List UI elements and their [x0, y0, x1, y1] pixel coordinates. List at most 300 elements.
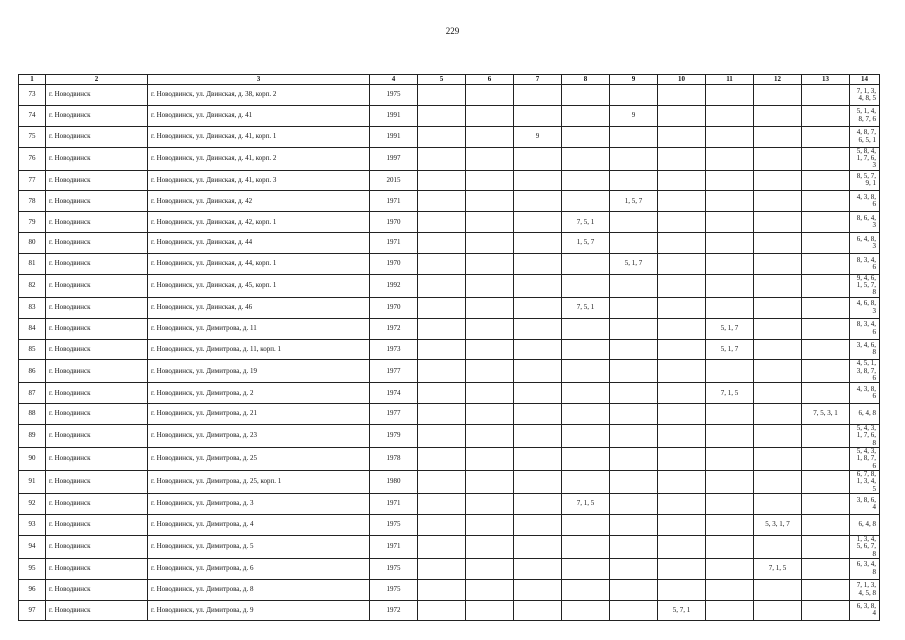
table-cell-col-9 — [610, 85, 658, 106]
table-cell-col-4: 1971 — [370, 494, 418, 515]
table-cell-col-6 — [466, 85, 514, 106]
column-header-12: 12 — [754, 75, 802, 85]
table-cell-col-2: г. Новодвинск — [46, 191, 148, 212]
table-cell-col-11 — [706, 126, 754, 147]
table-cell-col-8 — [562, 404, 610, 425]
table-cell-col-12 — [754, 191, 802, 212]
table-cell-col-4: 1973 — [370, 339, 418, 360]
table-cell-col-7 — [514, 579, 562, 600]
table-cell-col-12 — [754, 471, 802, 494]
table-cell-col-1: 74 — [19, 105, 46, 126]
table-cell-col-10 — [658, 85, 706, 106]
table-cell-col-12 — [754, 600, 802, 621]
table-cell-col-12 — [754, 318, 802, 339]
table-cell-col-6 — [466, 471, 514, 494]
table-cell-col-10 — [658, 233, 706, 254]
table-cell-col-5 — [418, 105, 466, 126]
table-cell-col-1: 96 — [19, 579, 46, 600]
table-row — [19, 105, 880, 126]
table-cell-col-2: г. Новодвинск — [46, 253, 148, 274]
table-cell-col-6 — [466, 212, 514, 233]
table-cell-col-5 — [418, 600, 466, 621]
table-cell-col-10 — [658, 383, 706, 404]
table-cell-col-11 — [706, 535, 754, 558]
table-row — [19, 339, 880, 360]
table-cell-col-9 — [610, 383, 658, 404]
table-cell-col-4: 1972 — [370, 600, 418, 621]
table-cell-col-12 — [754, 448, 802, 471]
table-cell-col-3: г. Новодвинск, ул. Димитрова, д. 25 — [148, 448, 370, 471]
table-cell-col-9: 1, 5, 7 — [610, 191, 658, 212]
table-cell-col-7 — [514, 105, 562, 126]
table-cell-col-5 — [418, 297, 466, 318]
table-cell-col-8: 7, 5, 1 — [562, 297, 610, 318]
table-cell-col-4: 1975 — [370, 558, 418, 579]
table-cell-col-10 — [658, 448, 706, 471]
table-cell-col-7 — [514, 85, 562, 106]
table-row — [19, 515, 880, 536]
table-cell-col-4: 1975 — [370, 515, 418, 536]
table-cell-col-8: 1, 5, 7 — [562, 233, 610, 254]
table-cell-col-14: 8, 6, 4, 3 — [850, 212, 880, 233]
table-row — [19, 212, 880, 233]
table-cell-col-2: г. Новодвинск — [46, 558, 148, 579]
table-cell-col-8 — [562, 535, 610, 558]
column-header-8: 8 — [562, 75, 610, 85]
table-row — [19, 535, 880, 558]
table-cell-col-14: 8, 5, 7, 9, 1 — [850, 170, 880, 191]
column-header-7: 7 — [514, 75, 562, 85]
table-cell-col-6 — [466, 600, 514, 621]
table-cell-col-13 — [802, 383, 850, 404]
table-cell-col-1: 79 — [19, 212, 46, 233]
table-cell-col-2: г. Новодвинск — [46, 404, 148, 425]
table-cell-col-7 — [514, 318, 562, 339]
column-header-1: 1 — [19, 75, 46, 85]
table-cell-col-6 — [466, 404, 514, 425]
table-cell-col-8 — [562, 147, 610, 170]
table-cell-col-9 — [610, 600, 658, 621]
table-cell-col-4: 1975 — [370, 579, 418, 600]
table-cell-col-10 — [658, 339, 706, 360]
table-cell-col-12 — [754, 274, 802, 297]
table-cell-col-10 — [658, 494, 706, 515]
column-header-11: 11 — [706, 75, 754, 85]
table-cell-col-3: г. Новодвинск, ул. Димитрова, д. 8 — [148, 579, 370, 600]
table-cell-col-1: 91 — [19, 471, 46, 494]
table-cell-col-1: 88 — [19, 404, 46, 425]
table-cell-col-10 — [658, 105, 706, 126]
table-cell-col-1: 81 — [19, 253, 46, 274]
table-cell-col-9: 5, 1, 7 — [610, 253, 658, 274]
table-cell-col-1: 82 — [19, 274, 46, 297]
table-cell-col-4: 1997 — [370, 147, 418, 170]
column-header-10: 10 — [658, 75, 706, 85]
table-cell-col-4: 1970 — [370, 212, 418, 233]
table-row — [19, 253, 880, 274]
table-cell-col-6 — [466, 147, 514, 170]
table-cell-col-5 — [418, 274, 466, 297]
table-cell-col-1: 86 — [19, 360, 46, 383]
table-cell-col-7 — [514, 383, 562, 404]
table-cell-col-5 — [418, 360, 466, 383]
table-cell-col-13 — [802, 212, 850, 233]
table-cell-col-5 — [418, 170, 466, 191]
table-header — [19, 75, 880, 85]
table-cell-col-6 — [466, 297, 514, 318]
table-cell-col-12 — [754, 105, 802, 126]
table-cell-col-3: г. Новодвинск, ул. Двинская, д. 46 — [148, 297, 370, 318]
table-cell-col-2: г. Новодвинск — [46, 383, 148, 404]
table-cell-col-4: 1975 — [370, 85, 418, 106]
table-cell-col-3: г. Новодвинск, ул. Двинская, д. 41, корп. 3 — [148, 170, 370, 191]
table-cell-col-1: 83 — [19, 297, 46, 318]
table-cell-col-11 — [706, 274, 754, 297]
table-cell-col-7 — [514, 535, 562, 558]
table-cell-col-2: г. Новодвинск — [46, 494, 148, 515]
table-cell-col-4: 2015 — [370, 170, 418, 191]
table-cell-col-14: 9, 4, 6, 1, 5, 7, 8 — [850, 274, 880, 297]
table-cell-col-10 — [658, 515, 706, 536]
table-cell-col-13 — [802, 297, 850, 318]
table-cell-col-11 — [706, 494, 754, 515]
table-cell-col-5 — [418, 383, 466, 404]
table-cell-col-10 — [658, 297, 706, 318]
table-cell-col-2: г. Новодвинск — [46, 212, 148, 233]
table-cell-col-1: 92 — [19, 494, 46, 515]
table-cell-col-9: 9 — [610, 105, 658, 126]
table-row — [19, 425, 880, 448]
table-cell-col-11 — [706, 579, 754, 600]
table-row — [19, 494, 880, 515]
table-cell-col-3: г. Новодвинск, ул. Двинская, д. 41, корп. 2 — [148, 147, 370, 170]
table-cell-col-6 — [466, 360, 514, 383]
table-row — [19, 191, 880, 212]
table-cell-col-7 — [514, 515, 562, 536]
table-cell-col-3: г. Новодвинск, ул. Двинская, д. 42, корп. 1 — [148, 212, 370, 233]
table-cell-col-11 — [706, 360, 754, 383]
page-number: 229 — [445, 26, 460, 36]
table-cell-col-2: г. Новодвинск — [46, 105, 148, 126]
table-cell-col-2: г. Новодвинск — [46, 85, 148, 106]
table-cell-col-2: г. Новодвинск — [46, 297, 148, 318]
table-cell-col-8: 7, 5, 1 — [562, 212, 610, 233]
table-cell-col-11 — [706, 297, 754, 318]
table-cell-col-12 — [754, 233, 802, 254]
table-cell-col-1: 90 — [19, 448, 46, 471]
table-cell-col-12 — [754, 535, 802, 558]
table-row — [19, 360, 880, 383]
table-cell-col-10 — [658, 212, 706, 233]
table-cell-col-5 — [418, 233, 466, 254]
table-row — [19, 579, 880, 600]
table-cell-col-12 — [754, 170, 802, 191]
table-cell-col-6 — [466, 579, 514, 600]
table-cell-col-1: 84 — [19, 318, 46, 339]
table-cell-col-7 — [514, 233, 562, 254]
table-cell-col-3: г. Новодвинск, ул. Димитрова, д. 11 — [148, 318, 370, 339]
table-cell-col-14: 4, 8, 7, 6, 5, 1 — [850, 126, 880, 147]
table-cell-col-8 — [562, 318, 610, 339]
table-cell-col-8 — [562, 558, 610, 579]
table-cell-col-4: 1974 — [370, 383, 418, 404]
table-cell-col-1: 87 — [19, 383, 46, 404]
table-cell-col-4: 1977 — [370, 360, 418, 383]
table-cell-col-11 — [706, 471, 754, 494]
table-cell-col-5 — [418, 404, 466, 425]
table-cell-col-3: г. Новодвинск, ул. Димитрова, д. 6 — [148, 558, 370, 579]
table-cell-col-9 — [610, 297, 658, 318]
table-cell-col-11 — [706, 253, 754, 274]
column-header-2: 2 — [46, 75, 148, 85]
table-cell-col-13 — [802, 191, 850, 212]
table-cell-col-3: г. Новодвинск, ул. Двинская, д. 44 — [148, 233, 370, 254]
table-cell-col-9 — [610, 404, 658, 425]
table-cell-col-7 — [514, 339, 562, 360]
table-cell-col-12 — [754, 85, 802, 106]
table-cell-col-12: 7, 1, 5 — [754, 558, 802, 579]
table-cell-col-10 — [658, 360, 706, 383]
table-cell-col-14: 6, 3, 8, 4 — [850, 600, 880, 621]
column-header-14: 14 — [850, 75, 880, 85]
table-cell-col-1: 77 — [19, 170, 46, 191]
table-cell-col-3: г. Новодвинск, ул. Димитрова, д. 25, корп. 1 — [148, 471, 370, 494]
table-cell-col-1: 97 — [19, 600, 46, 621]
table-cell-col-13 — [802, 318, 850, 339]
table-cell-col-6 — [466, 383, 514, 404]
table-cell-col-6 — [466, 233, 514, 254]
table-cell-col-9 — [610, 147, 658, 170]
table-cell-col-5 — [418, 425, 466, 448]
table-cell-col-9 — [610, 515, 658, 536]
table-cell-col-10 — [658, 274, 706, 297]
table-cell-col-7 — [514, 600, 562, 621]
table-cell-col-9 — [610, 494, 658, 515]
table-cell-col-12 — [754, 425, 802, 448]
table-cell-col-5 — [418, 339, 466, 360]
table-cell-col-3: г. Новодвинск, ул. Двинская, д. 42 — [148, 191, 370, 212]
table-cell-col-1: 95 — [19, 558, 46, 579]
column-header-13: 13 — [802, 75, 850, 85]
table-row — [19, 558, 880, 579]
table-cell-col-13 — [802, 579, 850, 600]
table-cell-col-1: 93 — [19, 515, 46, 536]
table-cell-col-1: 78 — [19, 191, 46, 212]
table-row — [19, 126, 880, 147]
table-body — [19, 85, 880, 621]
table-cell-col-14: 4, 3, 8, 6 — [850, 191, 880, 212]
table-cell-col-13 — [802, 147, 850, 170]
table-cell-col-3: г. Новодвинск, ул. Димитрова, д. 19 — [148, 360, 370, 383]
table-cell-col-13 — [802, 494, 850, 515]
table-row — [19, 318, 880, 339]
table-cell-col-7 — [514, 471, 562, 494]
table-cell-col-13 — [802, 515, 850, 536]
table-cell-col-12 — [754, 339, 802, 360]
table-cell-col-5 — [418, 147, 466, 170]
table-cell-col-5 — [418, 494, 466, 515]
table-cell-col-9 — [610, 274, 658, 297]
table-cell-col-12: 5, 3, 1, 7 — [754, 515, 802, 536]
table-cell-col-12 — [754, 147, 802, 170]
table-cell-col-14: 6, 7, 8, 1, 3, 4, 5 — [850, 471, 880, 494]
table-cell-col-13 — [802, 170, 850, 191]
table-cell-col-8 — [562, 85, 610, 106]
table-cell-col-6 — [466, 448, 514, 471]
table-cell-col-14: 6, 4, 8 — [850, 515, 880, 536]
table-cell-col-8 — [562, 170, 610, 191]
table-cell-col-9 — [610, 339, 658, 360]
table-cell-col-2: г. Новодвинск — [46, 515, 148, 536]
table-cell-col-6 — [466, 318, 514, 339]
table-cell-col-10 — [658, 170, 706, 191]
table-cell-col-14: 1, 3, 4, 5, 6, 7, 8 — [850, 535, 880, 558]
table-cell-col-2: г. Новодвинск — [46, 600, 148, 621]
table-cell-col-10 — [658, 147, 706, 170]
table-cell-col-13 — [802, 535, 850, 558]
table-cell-col-14: 5, 4, 3, 1, 8, 7, 6 — [850, 448, 880, 471]
table-cell-col-9 — [610, 212, 658, 233]
table-cell-col-11 — [706, 233, 754, 254]
table-row — [19, 85, 880, 106]
table-cell-col-13 — [802, 339, 850, 360]
table-cell-col-4: 1978 — [370, 448, 418, 471]
table-cell-col-4: 1971 — [370, 233, 418, 254]
table-cell-col-6 — [466, 535, 514, 558]
table-cell-col-11 — [706, 105, 754, 126]
table-cell-col-8 — [562, 515, 610, 536]
table-cell-col-7 — [514, 191, 562, 212]
table-cell-col-12 — [754, 494, 802, 515]
table-cell-col-6 — [466, 494, 514, 515]
table-cell-col-12 — [754, 404, 802, 425]
table-cell-col-12 — [754, 383, 802, 404]
table-cell-col-14: 6, 3, 4, 8 — [850, 558, 880, 579]
table-cell-col-1: 75 — [19, 126, 46, 147]
table-cell-col-7 — [514, 212, 562, 233]
table-cell-col-10 — [658, 126, 706, 147]
table-cell-col-6 — [466, 515, 514, 536]
table-cell-col-8 — [562, 191, 610, 212]
table-row — [19, 147, 880, 170]
table-cell-col-14: 5, 1, 4, 8, 7, 6 — [850, 105, 880, 126]
table-cell-col-14: 3, 8, 6, 4 — [850, 494, 880, 515]
table-cell-col-3: г. Новодвинск, ул. Димитрова, д. 3 — [148, 494, 370, 515]
table-cell-col-11 — [706, 147, 754, 170]
table-cell-col-9 — [610, 126, 658, 147]
table-cell-col-3: г. Новодвинск, ул. Димитрова, д. 5 — [148, 535, 370, 558]
table-cell-col-2: г. Новодвинск — [46, 448, 148, 471]
table-row — [19, 383, 880, 404]
column-header-5: 5 — [418, 75, 466, 85]
table-cell-col-3: г. Новодвинск, ул. Двинская, д. 41, корп. 1 — [148, 126, 370, 147]
table-cell-col-10 — [658, 579, 706, 600]
table-cell-col-6 — [466, 191, 514, 212]
table-cell-col-4: 1991 — [370, 105, 418, 126]
table-cell-col-11 — [706, 191, 754, 212]
table-cell-col-13 — [802, 233, 850, 254]
table-cell-col-7 — [514, 448, 562, 471]
table-cell-col-5 — [418, 126, 466, 147]
table-cell-col-13 — [802, 274, 850, 297]
table-row — [19, 600, 880, 621]
table-cell-col-14: 5, 8, 4, 1, 7, 6, 3 — [850, 147, 880, 170]
table-cell-col-2: г. Новодвинск — [46, 170, 148, 191]
column-header-6: 6 — [466, 75, 514, 85]
table-cell-col-3: г. Новодвинск, ул. Димитрова, д. 21 — [148, 404, 370, 425]
table-cell-col-7 — [514, 360, 562, 383]
table-cell-col-8 — [562, 105, 610, 126]
table-cell-col-3: г. Новодвинск, ул. Димитрова, д. 2 — [148, 383, 370, 404]
table-cell-col-5 — [418, 448, 466, 471]
table-cell-col-13 — [802, 448, 850, 471]
table-cell-col-14: 6, 4, 8 — [850, 404, 880, 425]
table-cell-col-2: г. Новодвинск — [46, 147, 148, 170]
table-cell-col-4: 1980 — [370, 471, 418, 494]
table-cell-col-2: г. Новодвинск — [46, 579, 148, 600]
table-cell-col-13 — [802, 425, 850, 448]
table-cell-col-13 — [802, 126, 850, 147]
table-cell-col-5 — [418, 579, 466, 600]
table-cell-col-8 — [562, 360, 610, 383]
housing-table — [18, 74, 880, 621]
table-row — [19, 274, 880, 297]
table-cell-col-7 — [514, 170, 562, 191]
table-row — [19, 448, 880, 471]
table-cell-col-4: 1971 — [370, 191, 418, 212]
table-cell-col-14: 5, 4, 3, 1, 7, 6, 8 — [850, 425, 880, 448]
table-cell-col-2: г. Новодвинск — [46, 274, 148, 297]
table-cell-col-3: г. Новодвинск, ул. Двинская, д. 41 — [148, 105, 370, 126]
table-cell-col-11 — [706, 404, 754, 425]
table-cell-col-9 — [610, 579, 658, 600]
table-cell-col-4: 1979 — [370, 425, 418, 448]
table-cell-col-10 — [658, 535, 706, 558]
table-cell-col-14: 4, 6, 8, 3 — [850, 297, 880, 318]
table-cell-col-7 — [514, 494, 562, 515]
table-cell-col-14: 7, 1, 3, 4, 5, 8 — [850, 579, 880, 600]
table-cell-col-11 — [706, 515, 754, 536]
column-header-9: 9 — [610, 75, 658, 85]
table-cell-col-2: г. Новодвинск — [46, 471, 148, 494]
table-cell-col-10 — [658, 558, 706, 579]
table-cell-col-3: г. Новодвинск, ул. Двинская, д. 44, корп. 1 — [148, 253, 370, 274]
table-cell-col-3: г. Новодвинск, ул. Димитрова, д. 23 — [148, 425, 370, 448]
column-header-3: 3 — [148, 75, 370, 85]
table-cell-col-8 — [562, 471, 610, 494]
table-cell-col-10: 5, 7, 1 — [658, 600, 706, 621]
table-cell-col-5 — [418, 191, 466, 212]
table-cell-col-8 — [562, 448, 610, 471]
table-cell-col-11: 5, 1, 7 — [706, 318, 754, 339]
table-cell-col-11 — [706, 170, 754, 191]
table-cell-col-8 — [562, 274, 610, 297]
table-cell-col-2: г. Новодвинск — [46, 360, 148, 383]
table-cell-col-10 — [658, 191, 706, 212]
table-cell-col-5 — [418, 471, 466, 494]
table-row — [19, 297, 880, 318]
table-row — [19, 471, 880, 494]
table-cell-col-14: 8, 3, 4, 6 — [850, 318, 880, 339]
table-cell-col-14: 8, 3, 4, 6 — [850, 253, 880, 274]
table-cell-col-7 — [514, 253, 562, 274]
table-cell-col-11 — [706, 558, 754, 579]
table-cell-col-5 — [418, 515, 466, 536]
table-cell-col-2: г. Новодвинск — [46, 126, 148, 147]
table-cell-col-2: г. Новодвинск — [46, 339, 148, 360]
table-cell-col-10 — [658, 425, 706, 448]
table-cell-col-1: 89 — [19, 425, 46, 448]
